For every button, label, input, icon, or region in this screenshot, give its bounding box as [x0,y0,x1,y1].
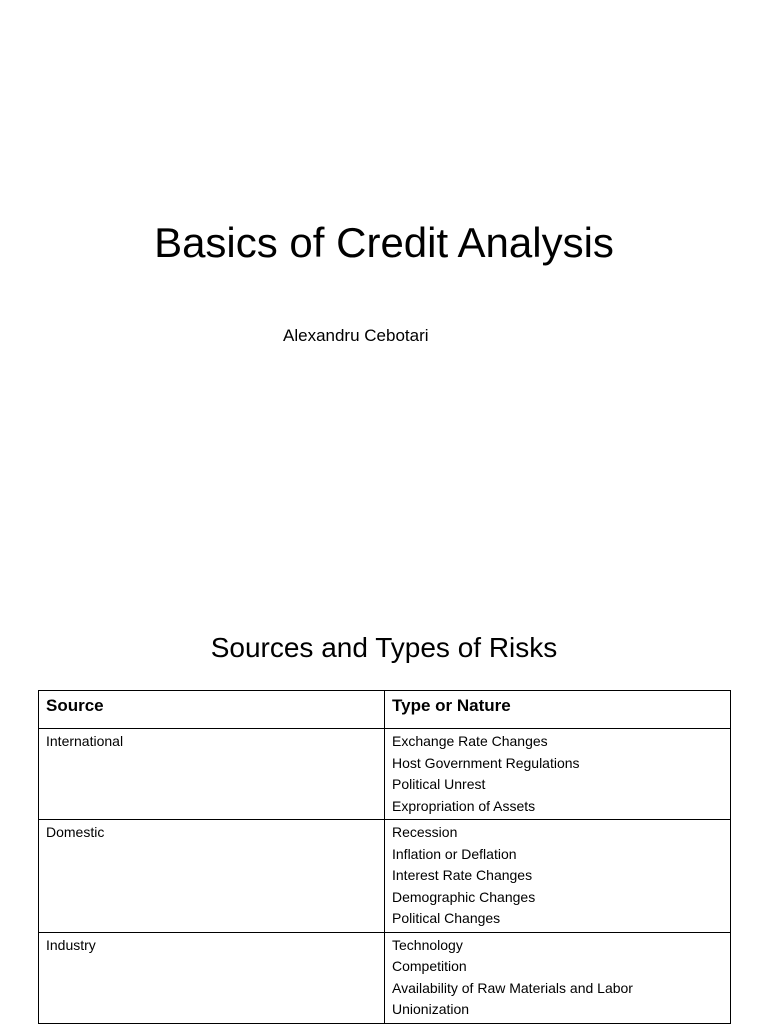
type-item: Demographic Changes [392,888,536,905]
header-type: Type or Nature [385,691,731,729]
risks-slide [0,576,768,1024]
type-item: Political Changes [392,910,501,926]
type-item: Host Government Regulations [392,754,580,771]
table-row [39,729,731,820]
type-item: Inflation or Deflation [392,845,517,862]
type-item: Technology [392,936,463,953]
header-source: Source [39,691,385,729]
source-cell: Industry [39,932,385,1023]
type-item: Interest Rate Changes [392,867,533,883]
type-item: Political Unrest [392,776,486,792]
type-item: Expropriation of Assets [392,797,536,814]
type-item: Recession [392,824,458,840]
type-cell [385,729,731,820]
source-cell: Domestic [39,820,385,933]
slide-title: Sources and Types of Risks [210,632,558,663]
source-cell: International [39,729,385,820]
table-row [39,820,731,933]
risk-table [38,690,731,1024]
table-row [39,932,731,1023]
author-name: Alexandru Cebotari [283,326,429,345]
type-cell [385,932,731,1023]
type-item: Availability of Raw Materials and Labor [392,979,633,996]
type-cell [385,820,731,933]
table-header-row [39,691,731,729]
type-item: Competition [392,958,467,974]
type-item: Unionization [392,1001,470,1017]
presentation-title: Basics of Credit Analysis [154,219,614,266]
type-item: Exchange Rate Changes [392,733,548,749]
